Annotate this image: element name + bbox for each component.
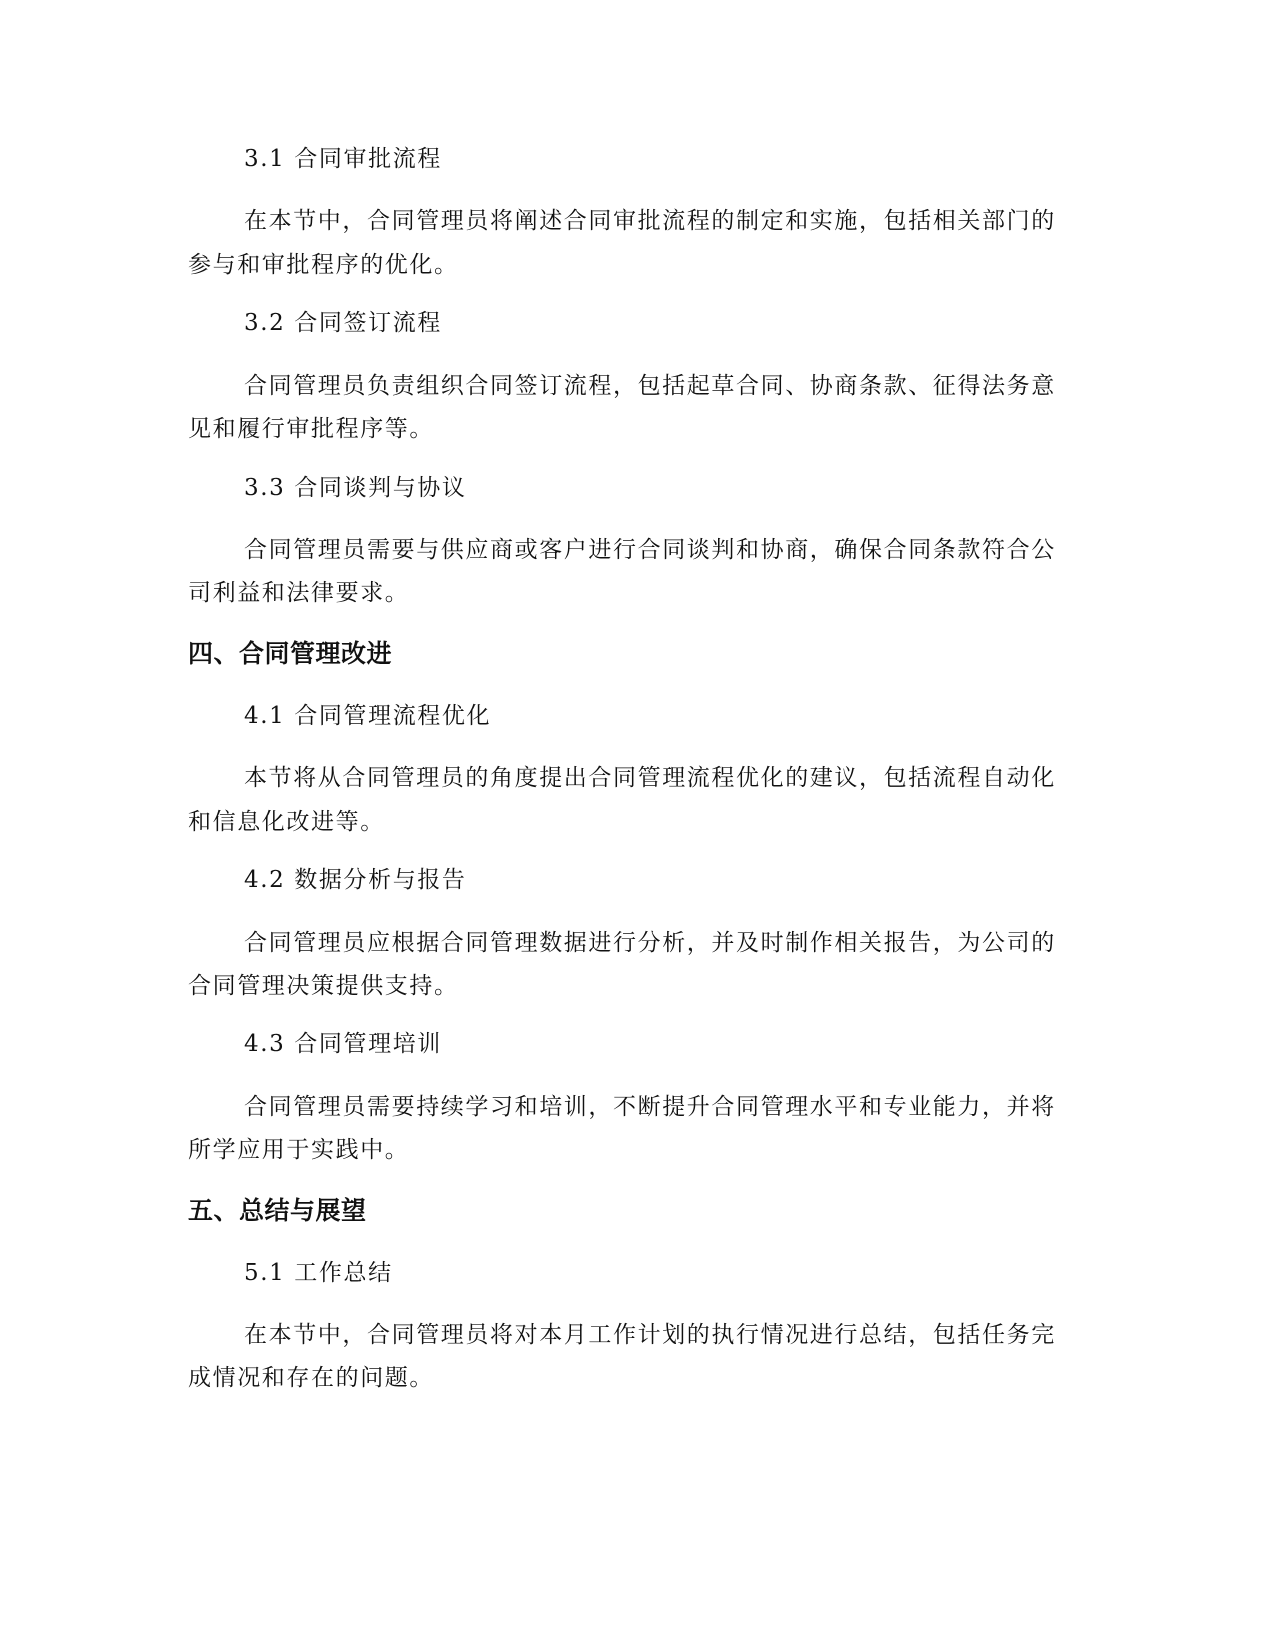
paragraph-line: 在本节中，合同管理员将阐述合同审批流程的制定和实施，包括相关部门的 bbox=[244, 208, 1056, 234]
paragraph-line: 成情况和存在的问题。 bbox=[188, 1365, 434, 1391]
paragraph-line: 合同管理员需要与供应商或客户进行合同谈判和协商，确保合同条款符合公 bbox=[244, 537, 1056, 563]
subheading-4-3: 4.3 合同管理培训 bbox=[244, 1031, 442, 1057]
subheading-3-1: 3.1 合同审批流程 bbox=[244, 146, 442, 172]
paragraph-line: 合同管理员负责组织合同签订流程，包括起草合同、协商条款、征得法务意 bbox=[244, 373, 1056, 399]
paragraph-line: 合同管理决策提供支持。 bbox=[188, 973, 459, 999]
paragraph-line: 本节将从合同管理员的角度提出合同管理流程优化的建议，包括流程自动化 bbox=[244, 765, 1056, 791]
paragraph-line: 所学应用于实践中。 bbox=[188, 1137, 410, 1163]
section-heading-4: 四、合同管理改进 bbox=[188, 639, 393, 668]
paragraph-line: 和信息化改进等。 bbox=[188, 809, 385, 835]
subheading-3-2: 3.2 合同签订流程 bbox=[244, 310, 442, 336]
paragraph-line: 司利益和法律要求。 bbox=[188, 580, 410, 606]
subheading-4-1: 4.1 合同管理流程优化 bbox=[244, 703, 492, 729]
subheading-5-1: 5.1 工作总结 bbox=[244, 1260, 393, 1286]
section-heading-5: 五、总结与展望 bbox=[188, 1196, 367, 1225]
paragraph-line: 见和履行审批程序等。 bbox=[188, 416, 434, 442]
paragraph-line: 在本节中，合同管理员将对本月工作计划的执行情况进行总结，包括任务完 bbox=[244, 1322, 1056, 1348]
paragraph-line: 参与和审批程序的优化。 bbox=[188, 252, 459, 278]
paragraph-line: 合同管理员需要持续学习和培训，不断提升合同管理水平和专业能力，并将 bbox=[244, 1094, 1056, 1120]
paragraph-line: 合同管理员应根据合同管理数据进行分析，并及时制作相关报告，为公司的 bbox=[244, 930, 1056, 956]
subheading-3-3: 3.3 合同谈判与协议 bbox=[244, 475, 467, 501]
subheading-4-2: 4.2 数据分析与报告 bbox=[244, 867, 467, 893]
